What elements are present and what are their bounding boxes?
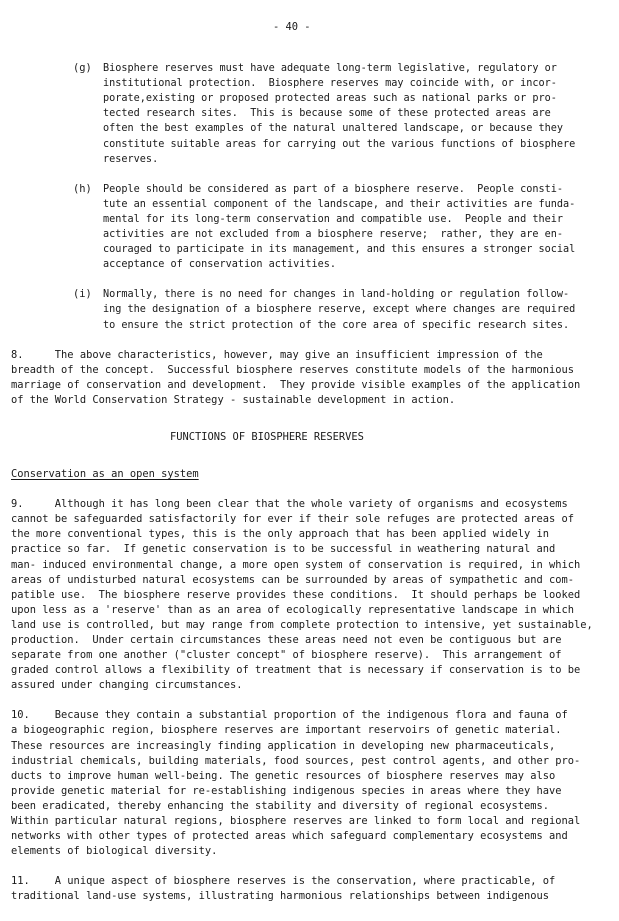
text-line: to ensure the strict protection of the core area of specific research sites. xyxy=(103,319,570,331)
text-line: a biogeographic region, biosphere reserves are important reservoirs of genetic material. xyxy=(11,724,562,737)
paragraph-11 xyxy=(11,874,619,904)
text-line: porate,existing or proposed protected areas such as national parks or pro- xyxy=(103,93,557,105)
text-line: areas of undisturbed natural ecosystems can be surrounded by areas of sympathetic and com- xyxy=(11,573,575,586)
paragraph-8 xyxy=(11,348,619,408)
text-line: ing the designation of a biosphere reserve, except where changes are required xyxy=(103,304,576,316)
text-line: cannot be safeguarded satisfactorily for ever if their sole refuges are protected areas of xyxy=(11,513,575,526)
text-line: practice so far. If genetic conservation is to be successful in weathering natural and xyxy=(11,543,556,556)
text-line: 11. A unique aspect of biosphere reserves is the conservation, where practicable, of xyxy=(11,875,556,888)
text-line: Biosphere reserves must have adequate long-term legislative, regulatory or xyxy=(103,63,557,75)
section-heading: FUNCTIONS OF BIOSPHERE RESERVES xyxy=(170,430,364,443)
text-line: mental for its long-term conservation and compatible use. People and their xyxy=(103,213,564,225)
text-line: elements of biological diversity. xyxy=(11,845,218,858)
text-line: ducts to improve human well-being. The genetic resources of biosphere reserves may also xyxy=(11,769,556,782)
text-line: Normally, there is no need for changes in land-holding or regulation follow- xyxy=(103,289,570,301)
list-item-h xyxy=(73,182,619,273)
text-line: upon less as a 'reserve' than as an area of ecologically representative landscape in which xyxy=(11,603,575,616)
item-text xyxy=(103,182,575,273)
text-line: production. Under certain circumstances these areas need not even be contiguous but are xyxy=(11,634,562,646)
subheading xyxy=(11,467,619,482)
text-line: couraged to participate in its management, and this ensures a stronger social xyxy=(103,244,576,256)
text-line: breadth of the concept. Successful biosphere reserves constitute models of the harmonious xyxy=(11,363,575,376)
text-line: separate from one another ("cluster concept" of biosphere reserve). This arrangement of xyxy=(11,649,562,662)
text-line: land use is controlled, but may range from complete protection to intensive, yet sustainable, xyxy=(11,618,593,631)
list-item-g xyxy=(73,61,619,167)
text-line: reserves. xyxy=(103,153,159,165)
text-line: These resources are increasingly finding application in developing new pharmaceuticals, xyxy=(11,739,556,752)
text-line: networks with other types of protected areas which safeguard complementary ecosystems and xyxy=(11,830,568,843)
text-line: often the best examples of the natural unaltered landscape, or because they xyxy=(103,123,564,135)
text-line: People should be considered as part of a biosphere reserve. People consti- xyxy=(103,183,564,195)
text-line: graded control allows a flexibility of treatment that is necessary if conservation is to be xyxy=(11,664,581,677)
text-line: Within particular natural regions, biosphere reserves are linked to form local and regional xyxy=(11,815,581,828)
item-label: (i) xyxy=(73,288,92,301)
text-line: 10. Because they contain a substantial proportion of the indigenous flora and fauna of xyxy=(11,709,568,722)
page-number: - 40 - xyxy=(273,21,311,33)
text-line: constitute suitable areas for carrying out the various functions of biosphere xyxy=(103,138,576,150)
subheading-text: Conservation as an open system xyxy=(11,468,199,481)
item-text xyxy=(103,287,575,332)
text-line: industrial chemicals, building materials, food sources, pest control agents, and other pro- xyxy=(11,754,581,767)
text-line: institutional protection. Biosphere reserves may coincide with, or incor- xyxy=(103,78,557,90)
text-line: marriage of conservation and development. They provide visible examples of the application xyxy=(11,378,581,391)
text-line: the more conventional types, this is the only approach that has been applied widely in xyxy=(11,528,549,541)
text-line: 8. The above characteristics, however, may give an insufficient impression of the xyxy=(11,348,543,361)
text-line: tected research sites. This is because some of these protected areas are xyxy=(103,108,551,120)
text-line: acceptance of conservation activities. xyxy=(103,259,337,271)
list-item-i xyxy=(73,287,619,332)
text-line: patible use. The biosphere reserve provides these conditions. It should perhaps be looked xyxy=(11,588,581,601)
paragraph-10 xyxy=(11,708,619,859)
text-line: activities are not excluded from a biosphere reserve; rather, they are en- xyxy=(103,229,564,241)
text-line: tute an essential component of the landscape, and their activities are funda- xyxy=(103,198,576,210)
item-text xyxy=(103,61,575,167)
item-label: (g) xyxy=(73,62,92,75)
text-line: traditional land-use systems, illustrating harmonious relationships between indigenous xyxy=(11,890,549,903)
text-line: been eradicated, thereby enhancing the stability and diversity of regional ecosystems. xyxy=(11,799,549,812)
item-label: (h) xyxy=(73,182,92,195)
text-line: 9. Although it has long been clear that the whole variety of organisms and ecosystems xyxy=(11,498,568,511)
text-line: assured under changing circumstances. xyxy=(11,679,243,692)
text-line: provide genetic material for re-establishing indigenous species in areas where they have xyxy=(11,784,562,797)
paragraph-9 xyxy=(11,497,619,693)
text-line: man- induced environmental change, a more open system of conservation is required, in which xyxy=(11,558,581,571)
text-line: of the World Conservation Strategy - sustainable development in action. xyxy=(11,393,456,406)
